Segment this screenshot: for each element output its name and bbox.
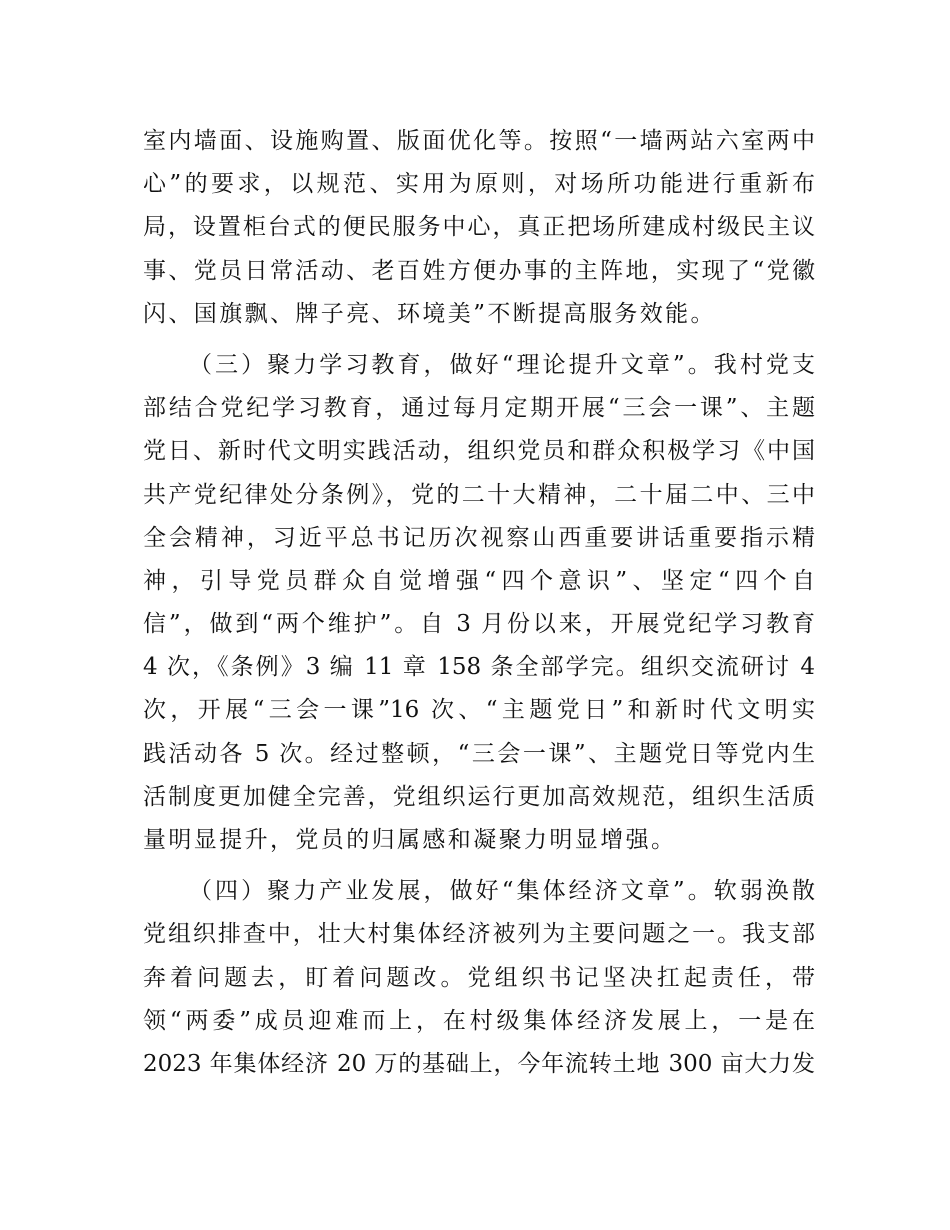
text-line: 全会精神，习近平总书记历次视察山西重要讲话重要指示精 — [143, 524, 815, 551]
document-page — [143, 120, 815, 1086]
text-line: 部结合党纪学习教育，通过每月定期开展“三会一课”、主题 — [143, 395, 815, 422]
text-line: 党日、新时代文明实践活动，组织党员和群众积极学习《中国 — [143, 438, 815, 465]
text-line: 2023 年集体经济 20 万的基础上，今年流转土地 300 亩大力发 — [143, 1050, 815, 1077]
text-line: 共产党纪律处分条例》，党的二十大精神，二十届二中、三中 — [143, 481, 815, 508]
text-line: 次，开展“三会一课”16 次、“主题党日”和新时代文明实 — [143, 697, 815, 724]
text-line: 心”的要求，以规范、实用为原则，对场所功能进行重新布 — [143, 171, 815, 198]
text-line: 量明显提升，党员的归属感和凝聚力明显增强。 — [143, 827, 677, 853]
paragraph-site-improvement — [143, 120, 815, 336]
text-line: 奔着问题去，盯着问题改。党组织书记坚决扛起责任，带 — [143, 964, 815, 991]
paragraph-study-education — [143, 344, 815, 862]
text-line: 神，引导党员群众自觉增强“四个意识”、坚定“四个自 — [143, 567, 815, 594]
text-line: 闪、国旗飘、牌子亮、环境美”不断提高服务效能。 — [143, 300, 716, 327]
text-line: 事、党员日常活动、老百姓方便办事的主阵地，实现了“党徽 — [143, 257, 815, 284]
text-line: 局，设置柜台式的便民服务中心，真正把场所建成村级民主议 — [143, 214, 815, 241]
text-line: 党组织排查中，壮大村集体经济被列为主要问题之一。我支部 — [143, 921, 815, 948]
section-heading-line: （四）聚力产业发展，做好“集体经济文章”。软弱涣散 — [189, 878, 815, 905]
text-line: 室内墙面、设施购置、版面优化等。按照“一墙两站六室两中 — [143, 128, 815, 154]
text-line: 践活动各 5 次。经过整顿，“三会一课”、主题党日等党内生 — [143, 740, 815, 767]
text-line: 领“两委”成员迎难而上，在村级集体经济发展上，一是在 — [143, 1007, 815, 1034]
text-line: 4 次，《条例》3 编 11 章 158 条全部学完。组织交流研讨 4 — [143, 654, 815, 681]
paragraph-industry-development — [143, 870, 815, 1086]
section-heading-line: （三）聚力学习教育，做好“理论提升文章”。我村党支 — [189, 351, 815, 378]
text-line: 信”，做到“两个维护”。自 3 月份以来，开展党纪学习教育 — [143, 611, 815, 638]
text-line: 活制度更加健全完善，党组织运行更加高效规范，组织生活质 — [143, 783, 815, 810]
